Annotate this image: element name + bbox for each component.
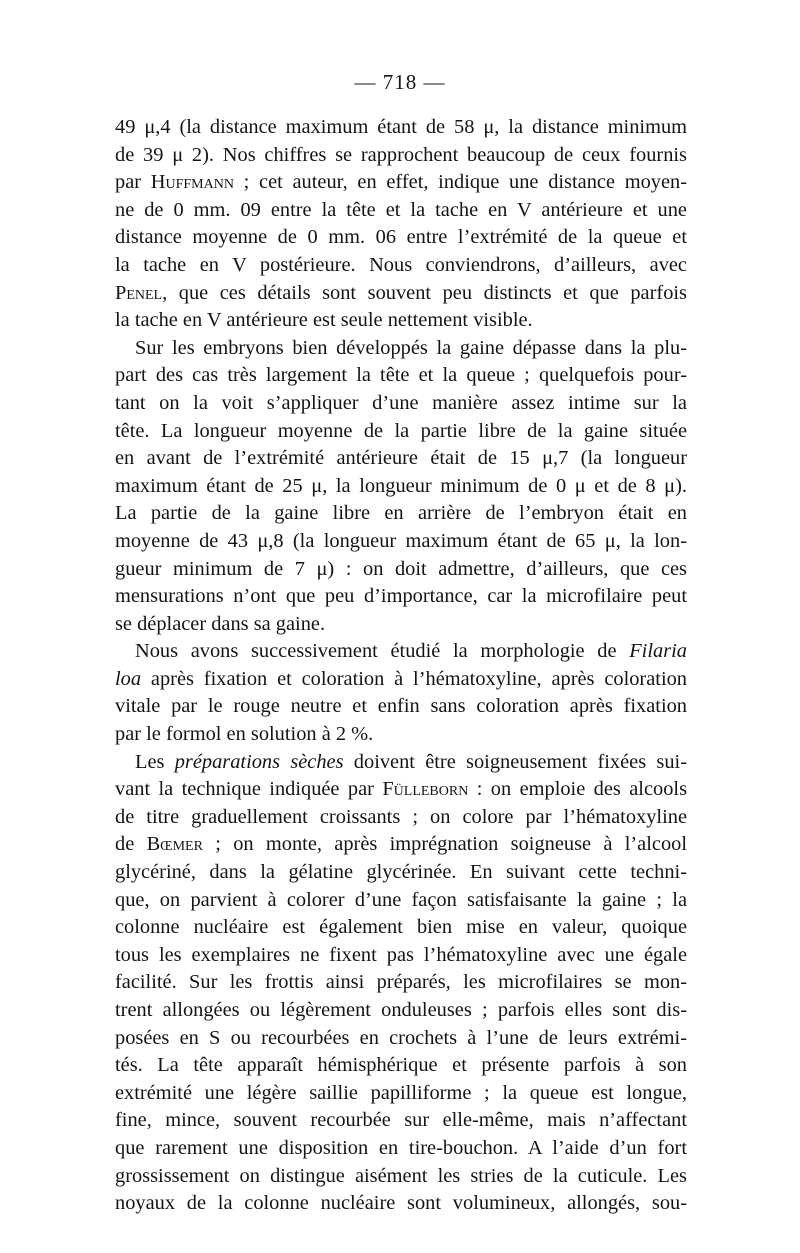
text-line: la tache en V postérieure. Nous conviendrons, d’ailleurs, avec: [115, 253, 687, 276]
text-line: fine, mince, souvent recourbée sur elle-même, mais n’affectant: [115, 1109, 687, 1132]
text-line: tés. La tête apparaît hémisphérique et présente parfois à son: [115, 1054, 687, 1077]
text-line: se déplacer dans sa gaine.: [115, 612, 326, 635]
text-line: La partie de la gaine libre en arrière de l’embryon était en: [115, 502, 687, 525]
text-line: de 39 μ 2). Nos chiffres se rapprochent beaucoup de ceux fournis: [115, 143, 687, 166]
text-line: tête. La longueur moyenne de la partie libre de la gaine située: [115, 419, 687, 442]
author-name: Bœmer: [146, 833, 203, 856]
text-line: Nous avons successivement étudié la morphologie de Filaria: [135, 640, 687, 663]
text-line: extrémité une légère saillie papilliforme ; la queue est longue,: [115, 1081, 687, 1104]
text-line: maximum étant de 25 μ, la longueur minimum de 0 μ et de 8 μ).: [115, 474, 687, 497]
text-line: noyaux de la colonne nucléaire sont volumineux, allongés, sou-: [115, 1192, 687, 1215]
text-line: facilité. Sur les frottis ainsi préparés, les microfilaires se mon-: [115, 971, 687, 994]
text-line: gueur minimum de 7 μ) : on doit admettre, d’ailleurs, que ces: [115, 557, 687, 580]
text-line: ne de 0 mm. 09 entre la tête et la tache en V antérieure et une: [115, 198, 687, 221]
text-line: vant la technique indiquée par Fülleborn : on emploie des alcools: [115, 778, 687, 801]
text-line: grossissement on distingue aisément les stries de la cuticule. Les: [115, 1164, 687, 1187]
text-line: tous les exemplaires ne fixent pas l’hématoxyline avec une égale: [115, 943, 687, 966]
author-name: Huffmann: [150, 171, 234, 194]
author-name: Fülleborn: [382, 778, 469, 801]
species-name: loa: [115, 667, 142, 690]
text-line: mensurations n’ont que peu d’importance, car la microfilaire peut: [115, 585, 687, 608]
text-line: trent allongées ou légèrement onduleuses ; parfois elles sont dis-: [115, 999, 687, 1021]
text-line: posées en S ou recourbées en crochets à l’une de leurs extrémi-: [115, 1026, 687, 1049]
text-line: distance moyenne de 0 mm. 06 entre l’extrémité de la queue et: [115, 226, 687, 249]
page-number: — 718 —: [354, 70, 446, 94]
text-line: de titre graduellement croissants ; on colore par l’hématoxyline: [115, 805, 687, 828]
text-line: loa après fixation et coloration à l’hématoxyline, après coloration: [115, 667, 687, 690]
italic-term: préparations sèches: [174, 750, 344, 773]
text-line: 49 μ,4 (la distance maximum étant de 58 μ, la distance minimum: [115, 116, 687, 138]
text-line: vitale par le rouge neutre et enfin sans coloration après fixation: [115, 695, 687, 718]
text-line: glycériné, dans la gélatine glycérinée. En suivant cette techni-: [115, 861, 687, 884]
text-line: moyenne de 43 μ,8 (la longueur maximum étant de 65 μ, la lon-: [115, 529, 687, 552]
text-line: part des cas très largement la tête et la queue ; quelquefois pour-: [115, 364, 687, 387]
author-name: Penel: [115, 281, 163, 304]
text-line: Sur les embryons bien développés la gaine dépasse dans la plu-: [135, 336, 687, 359]
text-line: par le formol en solution à 2 %.: [115, 723, 374, 746]
text-line: que, on parvient à colorer d’une façon satisfaisante la gaine ; la: [115, 888, 687, 911]
body-text: [115, 114, 687, 1218]
text-line: par Huffmann ; cet auteur, en effet, indique une distance moyen-: [115, 171, 687, 194]
text-line: Les préparations sèches doivent être soigneusement fixées sui-: [135, 750, 687, 773]
text-line: la tache en V antérieure est seule nettement visible.: [115, 309, 533, 332]
text-line: colonne nucléaire est également bien mise en valeur, quoique: [115, 916, 687, 939]
text-line: Penel, que ces détails sont souvent peu distincts et que parfois: [115, 281, 687, 304]
text-line: de Bœmer ; on monte, après imprégnation soigneuse à l’alcool: [115, 833, 687, 856]
text-line: que rarement une disposition en tire-bouchon. A l’aide d’un fort: [115, 1136, 687, 1159]
text-line: tant on la voit s’appliquer d’une manière assez intime sur la: [115, 391, 687, 414]
species-name: Filaria: [629, 640, 687, 663]
text-line: en avant de l’extrémité antérieure était de 15 μ,7 (la longueur: [115, 447, 687, 470]
